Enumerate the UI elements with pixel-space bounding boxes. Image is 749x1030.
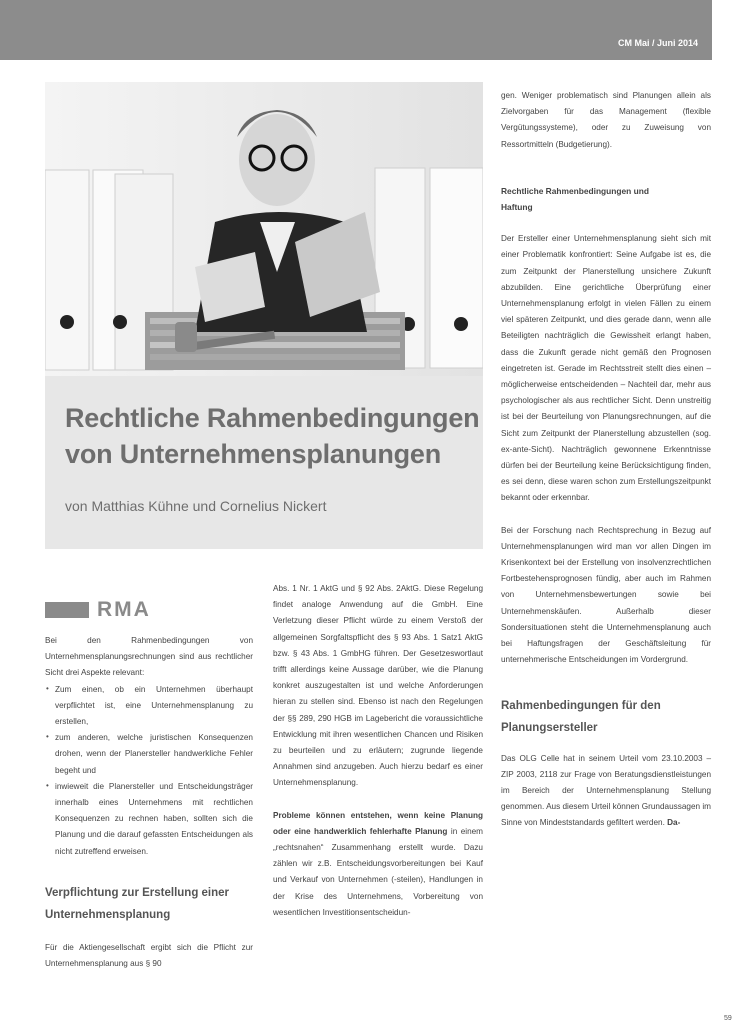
- heading-line: Rechtliche Rahmenbedingungen und: [501, 185, 649, 196]
- paragraph: gen. Weniger problematisch sind Planungen allein als Zielvorgaben für das Management (flexible Vergütungssysteme), oder zu Zuweisung von Ressortmitteln (Budgetierung).: [501, 91, 711, 149]
- column-3: [501, 88, 711, 832]
- paragraph: [273, 808, 483, 921]
- logo-text: RMA: [97, 598, 151, 621]
- article-authors: von Matthias Kühne und Cornelius Nickert: [65, 498, 327, 514]
- paragraph: Der Ersteller einer Unternehmensplanung sieht sich mit einer Problematik konfrontiert: Seine Aufgabe ist es, die zum Zeitpunkt der Planerstellung unsichere Zukunft abzubilden. Eine gerichtliche Überprüfung einer Unternehmensplanung erfolgt in vielen Fällen zu einem viel späteren Zeitpunkt, und dies gerade dann, wenn alle Beteiligten nachträglich die Gewissheit erlangt haben, dass die Zukunft gerade nicht gemäß den Prognosen eingetreten ist. Gerade im Rechtsstreit stellt dies einen – möglicherweise entscheidenden – Nachteil dar, mehr aus psychologischer als aus rechtlicher Sicht. Denn unstreitig ist bei der Beurteilung von Planungsrechnungen, auf die Sicht zum Zeitpunkt der Planerstellung abzustellen (sog. ex-ante-Sicht). Nachträglich gewonnene Erkenntnisse dürfen bei der Beurteilung keine Berücksichtigung finden, es sei denn, diese waren schon zum Erstellungszeitpunkt bekannt oder erkennbar.: [501, 234, 711, 503]
- list-item: • zum anderen, welche juristischen Konsequenzen drohen, wenn der Planersteller handwerkliche Fehler begeht und: [55, 730, 253, 779]
- list-item: • Zum einen, ob ein Unternehmen überhaupt verpflichtet ist, eine Unternehmensplanung zu erstellen,: [55, 682, 253, 731]
- issue-label: CM Mai / Juni 2014: [617, 38, 698, 48]
- paragraph: Bei der Forschung nach Rechtsprechung in Bezug auf Unternehmensplanungen wird man vor allen Dingen im Krisenkontext bei der Erstellung von insolvenzrechtlichen Fortbestehensprognosen fündig, aber auch im Rahmen von Unternehmensbewertungen sowie bei Unternehmenskäufen. Außerhalb dieser Sondersituationen steht die Unternehmensplanung auch bei Haftungsfragen der Geschäftsleitung für unternehmerische Entscheidungen im Vordergrund.: [501, 525, 711, 665]
- paragraph-text: Das OLG Celle hat in seinem Urteil vom 23.10.2003 – ZIP 2003, 2118 zur Frage von Beratungsdienstleistungen im Bereich der Unternehmensplanung Stellung genommen. Aus diesem Urteil können Grundaussagen im Sinne von Mindeststandards gefiltert werden.: [501, 753, 711, 828]
- aspects-list: [45, 682, 253, 860]
- section-heading-verpflichtung: Verpflichtung zur Erstellung einer Unternehmensplanung: [45, 886, 230, 921]
- paragraph: Abs. 1 Nr. 1 AktG und § 92 Abs. 2AktG. Diese Regelung findet analoge Anwendung auf die GmbH. Eine Verletzung dieser Pflicht würde zu einem Verstoß der allgemeinen Sorgfaltspflicht des § 93 Abs. 1 Satz1 AktG bzw. § 43 Abs. 1 GmbHG führen. Der Gesetzeswortlaut trifft allerdings keine Aussage darüber, wie die Planung konkret auszugestalten ist und welche Anforderungen hieran zu stellen sind. Ebenso ist nach den Regelungen der §§ 289, 290 HGB im Lagebericht die voraussichtliche Entwicklung mit ihren wesentlichen Chancen und Risiken zu beurteilen und zu erläutern; zugrunde liegende Annahmen sind anzugeben. Auch hierzu bedarf es einer Unternehmensplanung.: [273, 584, 483, 788]
- article-photo: [45, 82, 483, 376]
- article-title: [65, 400, 479, 472]
- paragraph: [501, 751, 711, 832]
- section-heading-haftung: [501, 183, 711, 215]
- column-2: [273, 581, 483, 921]
- photo-illustration: [45, 82, 483, 376]
- emphasis: Probleme können entstehen, wenn keine Planung oder eine handwerklich fehlerhafte Planung: [273, 810, 483, 836]
- title-line-1: Rechtliche Rahmenbedingungen: [65, 403, 480, 433]
- header-bar: [0, 0, 712, 60]
- page-number: 59: [724, 1015, 732, 1022]
- intro-paragraph: Bei den Rahmenbedingungen von Unternehmensplanungsrechnungen sind aus rechtlicher Sicht drei Aspekte relevant:: [45, 636, 253, 678]
- paragraph-text: in einem „rechtsnahen“ Zusammenhang erstellt wurde. Dazu zählen wir z.B. Entscheidungsvorbereitungen bei Kauf und Verkauf von Unternehmen (-steilen), Handlungen in der Krise des Unternehmens, Vorbereitung von wesentlichen Investitionsentscheidun-: [273, 826, 483, 917]
- list-item: • inwieweit die Planersteller und Entscheidungsträger innerhalb eines Unternehmens mit rechtlichen Konsequenzen zu rechnen haben, sollten sich die Planung und die darauf gefassten Entscheidungen als nicht zutreffend erweisen.: [55, 779, 253, 860]
- column-1: [45, 633, 253, 972]
- article-hero: [45, 82, 483, 549]
- emphasis: Da-: [664, 818, 681, 828]
- paragraph: Für die Aktiengesellschaft ergibt sich die Pflicht zur Unternehmensplanung aus § 90: [45, 942, 253, 969]
- title-line-2: von Unternehmensplanungen: [65, 439, 442, 469]
- heading-line: Haftung: [501, 202, 533, 213]
- logo-bar: [45, 602, 89, 618]
- section-heading-planungsersteller: Rahmenbedingungen für den Planungsersteller: [501, 699, 661, 734]
